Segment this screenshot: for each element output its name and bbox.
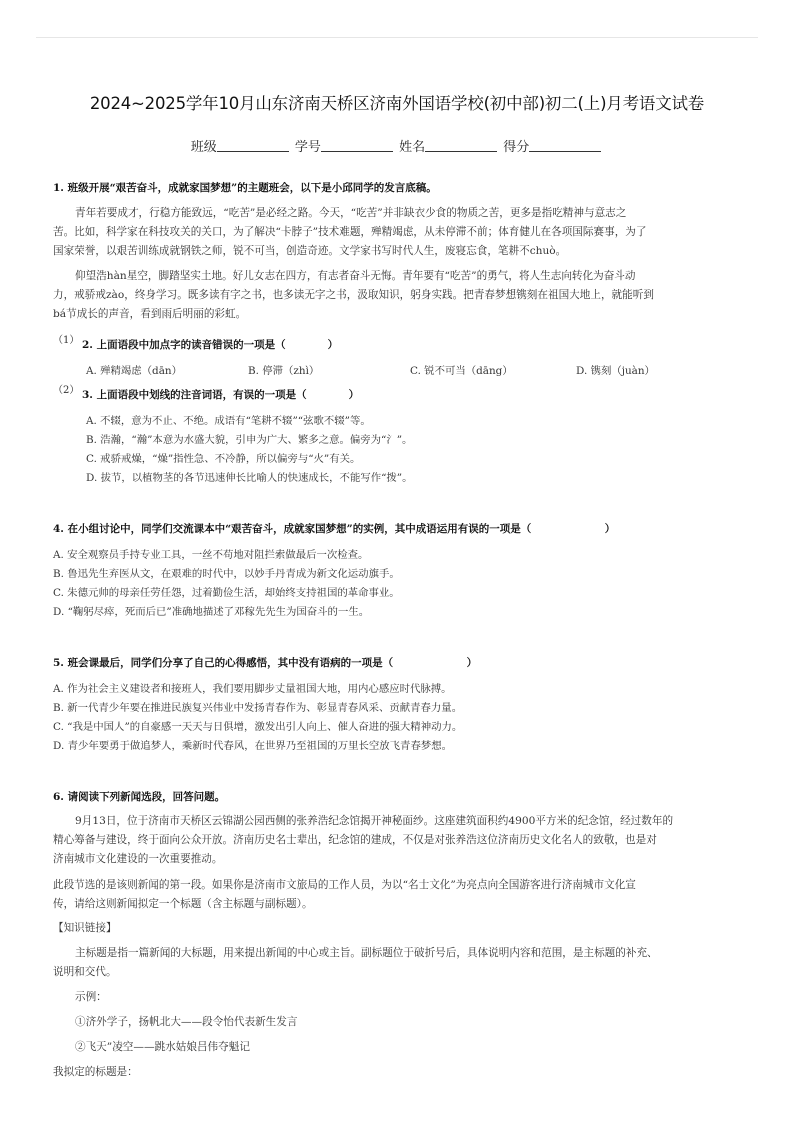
q5-option-b[interactable]: B. 新一代青少年要在推进民族复兴伟业中发扬青春作为、彰显青春风采、贡献青春力量。 — [53, 702, 463, 714]
q5-option-c[interactable]: C. “我是中国人”的自豪感一天天与日俱增，激发出引人向上、催人奋进的强大精神动力。 — [53, 721, 463, 733]
q6-answer-label[interactable]: 我拟定的标题是： — [53, 1066, 138, 1078]
q4-option-d[interactable]: D. “鞠躬尽瘁，死而后已”准确地描述了邓稼先先生为国奋斗的一生。 — [53, 606, 370, 618]
q6-example-2: ②飞天”凌空——跳水姑娘吕伟夺魁记 — [75, 1041, 250, 1053]
q6-news-line2: 精心筹备与建设，终于面向公众开放。济南历史名士辈出，纪念馆的建成，不仅是对张养浩这位济南历史文化名人的致敬，也是对 — [53, 834, 657, 846]
q5-option-a[interactable]: A. 作为社会主义建设者和接班人，我们要用脚步丈量祖国大地，用内心感应时代脉搏。 — [53, 683, 452, 695]
top-divider — [36, 37, 758, 38]
q6-news-line1: 9月13日，位于济南市天桥区云锦湖公园西侧的张养浩纪念馆揭开神秘面纱。这座建筑面积约4900平方米的纪念馆，经过数年的 — [75, 815, 674, 827]
q4-option-b[interactable]: B. 鲁迅先生弃医从文，在艰难的时代中，以妙手丹青成为新文化运动旗手。 — [53, 568, 400, 580]
q6-news-line3: 济南城市文化建设的一次重要推动。 — [53, 853, 223, 865]
sub1-option-b[interactable]: B. 停滞（zhì） — [248, 365, 320, 377]
q1-para1-line3: 国家荣誉，以艰苦训练成就钢铁之师，锐不可当，创造奇迹。文学家书写时代人生，废寝忘食，笔耕不chuò。 — [53, 245, 567, 257]
q5-option-d[interactable]: D. 青少年要勇于做追梦人，乘新时代春风，在世界乃至祖国的万里长空放飞青春梦想。 — [53, 740, 453, 752]
sub1-option-a[interactable]: A. 殚精竭虑（dān） — [86, 365, 182, 377]
q4-option-a[interactable]: A. 安全观察员手持专业工具，一丝不苟地对阻拦索做最后一次检查。 — [53, 549, 369, 561]
exam-title: 2024~2025学年10月山东济南天桥区济南外国语学校(初中部)初二(上)月考语文试卷 — [89, 94, 705, 113]
q1-para1-line1: 青年若要成才，行稳方能致远，“吃苦”是必经之路。今天，“吃苦”并非缺衣少食的物质之苦，更多是指吃精神与意志之 — [75, 207, 627, 219]
sub1-number: （1） — [53, 335, 80, 346]
q6-stem: 6. 请阅读下列新闻选段，回答问题。 — [53, 791, 226, 803]
q6-link-line2: 说明和交代。 — [53, 966, 117, 978]
sub1-stem: 2. 上面语段中加点字的读音错误的一项是（ ） — [82, 339, 339, 351]
q1-stem: 1. 班级开展“艰苦奋斗，成就家国梦想”的主题班会，以下是小邱同学的发言底稿。 — [53, 182, 437, 194]
sub2-option-d[interactable]: D. 拔节，以植物茎的各节迅速伸长比喻人的快速成长，不能写作“拨”。 — [86, 472, 413, 484]
q1-para2-line3: bá节成长的声音，看到雨后明丽的彩虹。 — [53, 308, 247, 320]
sub2-number: （2） — [53, 385, 80, 396]
q6-example-1: ①济外学子，扬帆北大——段令怡代表新生发言 — [75, 1016, 298, 1028]
name-label: 姓名 — [399, 140, 426, 155]
sub2-option-a[interactable]: A. 不辍，意为不止、不绝。成语有“笔耕不辍”“弦歌不辍”等。 — [86, 415, 371, 427]
student-info-line — [0, 136, 794, 155]
q6-task-line1: 此段节选的是该则新闻的第一段。如果你是济南市文旅局的工作人员，为以“名士文化”为亮点向全国游客进行济南城市文化宣 — [53, 879, 636, 891]
name-blank[interactable] — [425, 139, 497, 152]
sub1-option-c[interactable]: C. 锐不可当（dāng） — [410, 365, 513, 377]
score-blank[interactable] — [529, 139, 601, 152]
q1-para2-line2: 力，戒骄戒zào，终身学习。既多读有字之书，也多读无字之书，汲取知识，躬身实践。把青春梦想镌刻在祖国大地上，就能听到 — [53, 289, 654, 301]
sub1-option-d[interactable]: D. 镌刻（juàn） — [576, 365, 655, 377]
q4-stem: 4. 在小组讨论中，同学们交流课本中“艰苦奋斗，成就家国梦想”的实例，其中成语运用有误的一项是（ ） — [53, 523, 616, 535]
class-blank[interactable] — [217, 139, 289, 152]
q1-para1-line2: 苦。比如，科学家在科技攻关的关口，为了解决“卡脖子”技术难题，殚精竭虑，从未停滞不前；体育健儿在各项国际赛事，为了 — [53, 226, 647, 238]
id-blank[interactable] — [321, 139, 393, 152]
q6-link-line1: 主标题是指一篇新闻的大标题，用来提出新闻的中心或主旨。副标题位于破折号后，具体说明内容和范围，是主标题的补充、 — [75, 947, 658, 959]
id-label: 学号 — [294, 140, 321, 155]
q6-example-label: 示例： — [75, 991, 107, 1003]
score-label: 得分 — [503, 140, 530, 155]
q5-stem: 5. 班会课最后，同学们分享了自己的心得感悟，其中没有语病的一项是（ ） — [53, 657, 478, 669]
q4-option-c[interactable]: C. 朱德元帅的母亲任劳任怨，过着勤俭生活，却始终支持祖国的革命事业。 — [53, 587, 400, 599]
class-label: 班级 — [190, 140, 217, 155]
q6-link-label: 【知识链接】 — [53, 922, 117, 934]
q1-para2-line1: 仰望浩hàn星空，脚踏坚实土地。好儿女志在四方，有志者奋斗无悔。青年要有“吃苦”的勇气，将人生志向转化为奋斗动 — [75, 270, 636, 282]
q6-task-line2: 传，请给这则新闻拟定一个标题（含主标题与副标题）。 — [53, 898, 313, 910]
sub2-option-c[interactable]: C. 戒骄戒燥，“燥”指性急、不冷静，所以偏旁与“火”有关。 — [86, 453, 361, 465]
sub2-option-b[interactable]: B. 浩瀚，“瀚”本意为水盛大貌，引申为广大、繁多之意。偏旁为“氵”。 — [86, 434, 413, 446]
sub2-stem: 3. 上面语段中划线的注音词语，有误的一项是（ ） — [82, 389, 360, 401]
